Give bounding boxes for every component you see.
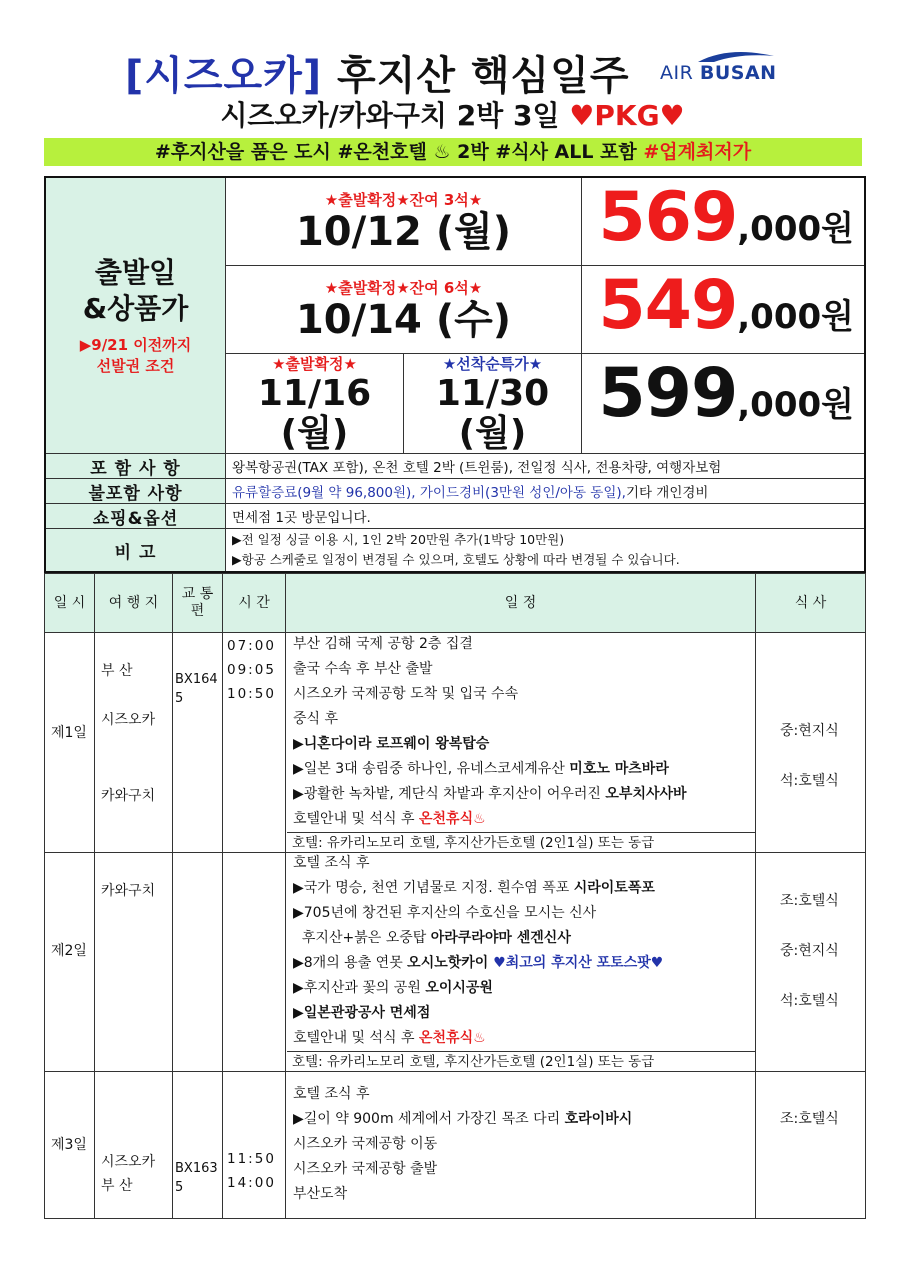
meal-list: 조:호텔식 중:현지식 석:호텔식 xyxy=(780,893,839,1009)
status-label: ★출발확정★잔여 6석★ xyxy=(324,279,483,297)
price-rest: ,000원 xyxy=(737,209,854,249)
date-cell-2 xyxy=(226,266,582,354)
departure-date: 10/14 (수) xyxy=(295,297,512,343)
date-cell-3a xyxy=(226,354,404,454)
departure-date: 11/16 xyxy=(257,373,372,414)
price-rest: ,000원 xyxy=(737,297,854,337)
place-name: 시즈오카 xyxy=(101,712,156,728)
price-table xyxy=(44,176,866,573)
date-cell-3b xyxy=(404,354,582,454)
itinerary-day2: 호텔 조식 후 ▶국가 명승, 천연 기념물로 지정. 흰수염 폭포 시라이토폭포 ▶705년에 창건된 후지산의 수호신을 모시는 신사 후지산+붉은 오중탑 아라쿠라야마 센겐신사 ▶8개의 용출 연못 오시노핫카이 ♥최고의 후지산 포토스팟♥ ▶후지산과 꽃의 공원 오이시공원 ▶일본관광공사 면세점 호텔안내 및 석식 후 온천휴식♨ xyxy=(293,855,664,1046)
place-name: 카와구치 xyxy=(101,788,156,804)
note-line-1: ▶전 일정 싱글 이용 시, 1인 2박 20만원 추가(1박당 10만원) xyxy=(232,532,565,547)
subtitle-pkg: ♥PKG♥ xyxy=(569,99,685,132)
time-list: 07:00 09:05 10:50 xyxy=(227,638,276,702)
subtitle-main: 시즈오카/카와구치 2박 3일 xyxy=(220,99,570,132)
meal-list: 중:현지식 석:호텔식 xyxy=(780,723,839,789)
itinerary-day3: 호텔 조식 후 ▶길이 약 900m 세계에서 가장긴 목조 다리 호라이바시 시즈오카 국제공항 이동 시즈오카 국제공항 출발 부산도착 xyxy=(293,1086,633,1202)
price-big: 569 xyxy=(598,178,738,257)
col-divider xyxy=(223,633,286,1219)
notes-label: 비 고 xyxy=(46,529,226,571)
itinerary-day1: 부산 김해 국제 공항 2층 집결 출국 수속 후 부산 출발 시즈오카 국제공항 도착 및 입국 수속 중식 후 ▶니혼다이라 로프웨이 왕복탑승 ▶일본 3대 송림중 하나인, 유네스코세계유산 미호노 마츠바라 ▶광활한 녹차밭, 계단식 차밭과 후지산이 어우러진 오부치사사바 호텔안내 및 석식 후 온천휴식♨ xyxy=(293,636,687,827)
day-label: 제3일 xyxy=(51,1137,87,1153)
heading-line-2: &상품가 xyxy=(82,291,189,325)
hashtags-highlight: #업계최저가 xyxy=(643,141,752,163)
departure-weekday: (월) xyxy=(280,413,349,454)
page-subtitle xyxy=(0,94,905,134)
title-prefix: [시즈오카] xyxy=(125,53,323,99)
departure-weekday: (월) xyxy=(458,413,527,454)
place-name: 부 산 xyxy=(101,663,133,679)
time-list: 11:50 14:00 xyxy=(227,1151,276,1191)
day-label: 제1일 xyxy=(51,725,87,741)
excluded-costs: 유류할증료(9월 약 96,800원), 가이드경비(3만원 성인/아동 동일), xyxy=(232,485,626,501)
col-divider xyxy=(45,633,95,1219)
departure-date: 10/12 (월) xyxy=(295,209,512,255)
price-cell-1 xyxy=(582,178,864,266)
place-name: 카와구치 xyxy=(101,883,156,899)
day-label: 제2일 xyxy=(51,943,87,959)
hotel-info: 호텔: 유카리노모리 호텔, 후지산가든호텔 (2인1실) 또는 동급 xyxy=(287,1051,755,1071)
header-place: 여 행 지 xyxy=(95,574,173,633)
logo-text: AIR BUSAN xyxy=(660,62,777,84)
header-meal: 식 사 xyxy=(756,574,865,633)
price-cell-3 xyxy=(582,354,864,454)
col-divider xyxy=(173,633,223,1219)
note-line-2: ▶항공 스케줄로 일정이 변경될 수 있으며, 호텔도 상황에 따라 변경될 수 있습니다. xyxy=(232,552,680,567)
hashtag-banner xyxy=(44,138,862,166)
flight-number: BX1635 xyxy=(175,1161,218,1195)
title-main: 후지산 핵심일주 xyxy=(322,53,630,99)
price-rest: ,000원 xyxy=(737,385,854,425)
header-transport: 교 통 편 xyxy=(173,574,223,633)
included-label: 포 함 사 항 xyxy=(46,454,226,479)
status-label: ★선착순특가★ xyxy=(442,355,543,373)
place-list: 시즈오카 부 산 xyxy=(101,1154,156,1194)
header-itinerary: 일 정 xyxy=(286,574,756,633)
departure-date: 11/30 xyxy=(435,373,550,414)
schedule-table xyxy=(44,573,866,1219)
price-big: 599 xyxy=(598,354,738,433)
status-label: ★출발확정★ xyxy=(272,355,357,373)
included-text: 왕복항공권(TAX 포함), 온천 호텔 2박 (트윈룸), 전일정 식사, 전용차량, 여행자보험 xyxy=(226,454,864,479)
status-label: ★출발확정★잔여 3석★ xyxy=(324,191,483,209)
header-time: 시 간 xyxy=(223,574,286,633)
departure-price-heading xyxy=(46,178,226,454)
early-booking-note: ▶9/21 이전까지 선발권 조건 xyxy=(79,335,192,375)
date-cell-1 xyxy=(226,178,582,266)
hotel-info: 호텔: 유카리노모리 호텔, 후지산가든호텔 (2인1실) 또는 동급 xyxy=(287,832,755,852)
shopping-label: 쇼핑&옵션 xyxy=(46,504,226,529)
excluded-other: 기타 개인경비 xyxy=(625,485,709,501)
excluded-text xyxy=(226,479,864,504)
shopping-text: 면세점 1곳 방문입니다. xyxy=(226,504,864,529)
air-busan-logo xyxy=(660,48,790,88)
heading-line-1: 출발일 xyxy=(94,255,177,289)
flight-number: BX1645 xyxy=(175,672,218,706)
price-big: 549 xyxy=(598,266,738,345)
page-title xyxy=(125,44,629,101)
hashtags-main: #후지산을 품은 도시 #온천호텔 ♨ 2박 #식사 ALL 포함 xyxy=(154,141,644,163)
excluded-label: 불포함 사항 xyxy=(46,479,226,504)
header-day: 일 시 xyxy=(45,574,95,633)
price-cell-2 xyxy=(582,266,864,354)
notes-text xyxy=(226,529,864,571)
meal-list: 조:호텔식 xyxy=(780,1111,839,1127)
